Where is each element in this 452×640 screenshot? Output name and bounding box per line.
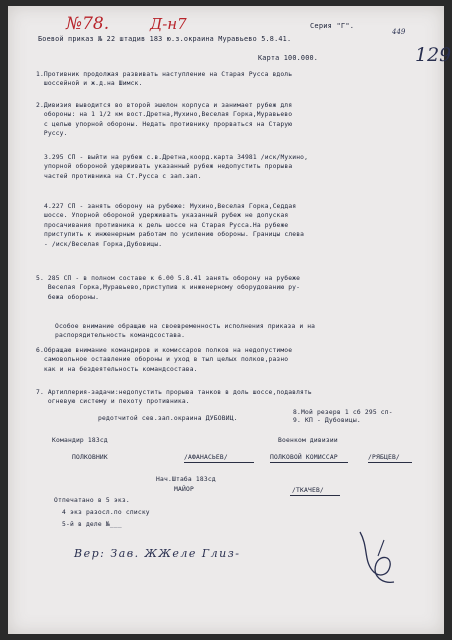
reprinted-note: редотчитой сев.зап.окраина ДУБОВИЦ. [98,415,238,422]
commissar-name: /РЯБЦЕВ/ [368,454,400,461]
paragraph-1: 1.Противник продолжая развивать наступление на Старая Русса вдоль шоссейной и ж.д.на Шимск. [36,71,293,88]
copies-printed: Отпечатано в 5 экз. [54,497,130,504]
document-page [8,6,452,634]
commissar-title: ПОЛКОВОЙ КОМИССАР [270,454,338,461]
signature-underline-3 [368,462,412,463]
handwritten-small-number: 449 [392,28,406,36]
handwritten-note: Вер: Зав. ЖЖеле Глиз- [74,547,241,560]
series-label: Серия "Г". [310,22,355,30]
commander-rank: ПОЛКОВНИК [72,454,108,461]
commander-title: Командир 183сд [52,437,108,444]
commissar-division: Военком дивизии [278,437,338,444]
signature-underline-2 [270,462,348,463]
paragraph-4: 4.227 СП - занять оборону на рубеже: Мухино,Веселая Горка,Седдая шоссе. Упорной обороной удерживать указанный рубеж не допуская просачивания противника к дель шоссе на Старая Русса.На рубеже приступить к инженерным работам по усилению обороны. Границы слева - /иск/Веселая Горка,Дубовицы. [44,203,305,248]
map-reference: Карта 100.000. [258,54,319,62]
handwritten-page-number: 129 [415,44,452,66]
distribution-line-1: 8.Мой резерв 1 сб 295 сп- [293,409,393,416]
red-number-mark: №78. [66,14,110,34]
signature-underline-4 [290,495,340,496]
paragraph-attention: Особое внимание обращаю на своевременность исполнения приказа и на распорядительность командсостава. [55,323,316,340]
red-initial-mark: Д-н7 [150,15,187,33]
chief-of-staff-title: Нач.Штаба 183сд [156,476,216,483]
paragraph-5: 5. 285 СП - в полном составе к 6.00 5.8.41 занять оборону на рубеже Веселая Горка,Муравьево,приступив к инженерному оборудованию ру- бежа обороны. [36,275,301,301]
paragraph-6: 6.Обращаю внимание командиров и комиссаров полков на недопустимое самовольное оставление обороны и уход в тыл целых полков,разно как и на бездеятельность командсостава. [36,347,293,373]
paragraph-3: 3.295 СП - выйти на рубеж с.в.Дретна,коорд.карта 34981 /иск/Мухино, упорной обороной удерживать указанный рубеж недопустить прорыва частей противника на Ст.Русса с зап.зап. [44,154,309,180]
handwritten-signature-scribble [354,526,400,588]
commander-name: /АФАНАСЬЕВ/ [184,454,228,461]
chief-of-staff-rank: МАЙОР [174,486,194,493]
chief-of-staff-name: /ТКАЧЕВ/ [292,487,324,494]
copies-sent: 4 экз разосл.по списку [62,509,150,516]
distribution-line-2: 9. КП - Дубовицы. [293,417,361,424]
paragraph-2: 2.Дивизия выводится во второй эшелон корпуса и занимает рубеж для обороны: на 1 1/2 км вост.Дретна,Мухино,Веселая Горка,Муравьево с целью упорной обороны. Недать противнику прорваться на Старую Руссу. [36,102,293,138]
paragraph-7: 7. Артиллерия-задачи:недопустить прорыва танков в доль шоссе,подавлять огневую систему и пехоту противника. [36,389,312,406]
copy-in-file: 5-й в деле №___ [62,521,122,528]
order-title: Боевой приказ № 22 штадив 183 ю.з.окраина Муравьево 5.8.41. [38,35,292,43]
signature-underline-1 [184,462,254,463]
